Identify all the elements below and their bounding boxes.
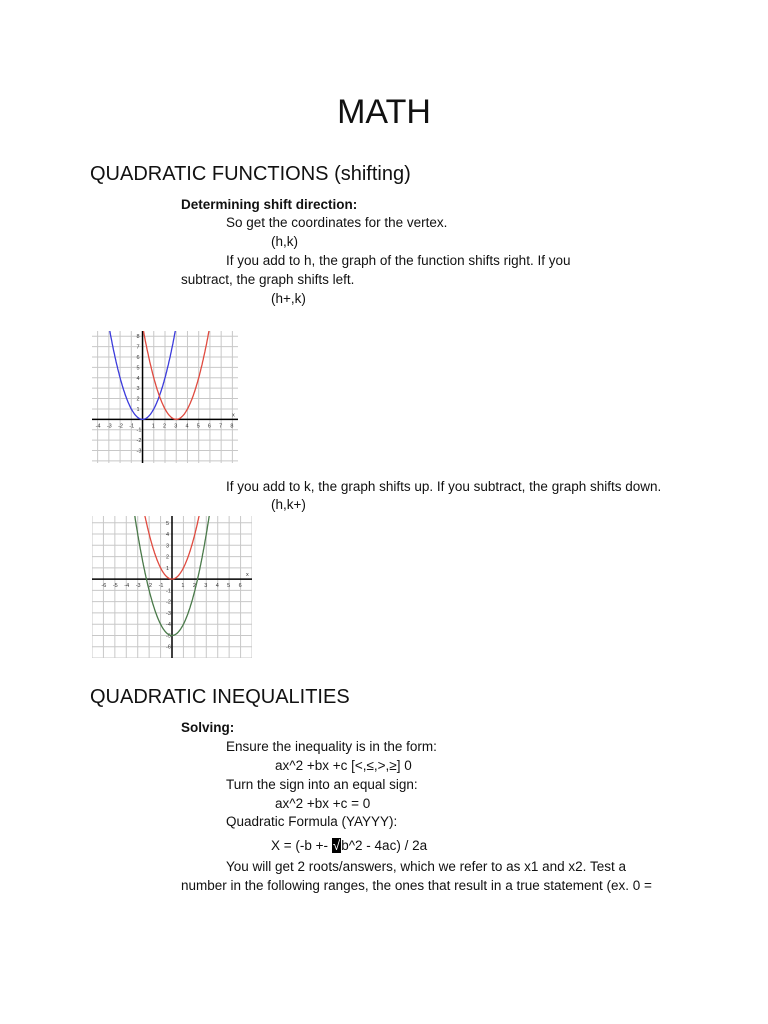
x-axis-label: x: [232, 412, 235, 419]
x-tick-label: -1: [129, 423, 135, 430]
quadratic-formula: [271, 836, 427, 855]
formula-part: b^2 - 4ac) / 2a: [341, 838, 428, 853]
x-tick-label: 1: [181, 583, 185, 590]
graph-vertical-shift: [92, 516, 252, 658]
y-tick-label: 5: [166, 520, 170, 527]
x-tick-label: -1: [158, 583, 164, 590]
subheading-solving: Solving:: [181, 720, 235, 735]
x-tick-label: 5: [196, 423, 200, 430]
y-tick-label: -1: [166, 588, 171, 595]
y-tick-label: 1: [136, 406, 140, 413]
y-tick-label: -3: [136, 448, 142, 455]
y-tick-label: 3: [136, 386, 140, 393]
y-tick-label: 2: [136, 396, 140, 403]
section-heading-quadratic-functions: QUADRATIC FUNCTIONS (shifting): [90, 163, 411, 185]
x-tick-label: 4: [215, 583, 219, 590]
x-tick-label: 1: [151, 423, 155, 430]
y-tick-label: 4: [166, 532, 170, 539]
text-line: number in the following ranges, the ones that result in a true statement (ex. 0 =: [181, 878, 652, 893]
text-line: Ensure the inequality is in the form:: [226, 739, 437, 754]
subheading-shift-direction: Determining shift direction:: [181, 197, 358, 212]
y-tick-label: 4: [136, 375, 140, 382]
x-tick-label: -2: [118, 423, 123, 430]
y-tick-label: -6: [166, 644, 171, 651]
formula-part: X = (-b +-: [271, 838, 332, 853]
y-tick-label: 7: [136, 344, 140, 351]
x-tick-label: 6: [207, 423, 211, 430]
y-tick-label: 8: [136, 334, 140, 341]
text-line: If you add to h, the graph of the function shifts right. If you: [226, 253, 571, 268]
graph-horizontal-shift: [92, 331, 238, 463]
y-tick-label: -5: [166, 633, 171, 640]
x-tick-label: 3: [204, 583, 208, 590]
y-tick-label: -1: [136, 427, 142, 434]
y-tick-label: -2: [166, 599, 171, 606]
text-line: (h+,k): [271, 291, 306, 306]
y-tick-label: 1: [166, 565, 170, 572]
x-tick-label: 2: [192, 583, 196, 590]
text-line: ax^2 +bx +c [<,≤,>,≥] 0: [275, 758, 412, 773]
x-tick-label: 8: [230, 423, 234, 430]
text-line: If you add to k, the graph shifts up. If you subtract, the graph shifts down.: [226, 479, 662, 494]
y-tick-label: 2: [166, 554, 170, 561]
y-tick-label: 6: [136, 354, 140, 361]
text-line: subtract, the graph shifts left.: [181, 272, 355, 287]
x-tick-label: -4: [124, 583, 130, 590]
y-tick-label: -4: [166, 622, 171, 629]
x-tick-label: 3: [174, 423, 178, 430]
x-axis-label: x: [246, 572, 249, 579]
x-tick-label: -3: [106, 423, 112, 430]
y-tick-label: 5: [136, 365, 140, 372]
x-tick-label: -5: [112, 583, 118, 590]
x-tick-label: -6: [101, 583, 107, 590]
text-line: Turn the sign into an equal sign:: [226, 777, 418, 792]
text-line: So get the coordinates for the vertex.: [226, 215, 448, 230]
text-line: Quadratic Formula (YAYYY):: [226, 814, 398, 829]
x-tick-label: -2: [147, 583, 153, 590]
text-line: ax^2 +bx +c = 0: [275, 796, 371, 811]
text-line: (h,k): [271, 234, 298, 249]
y-tick-label: -2: [136, 438, 142, 445]
x-tick-label: -4: [95, 423, 101, 430]
x-tick-label: 2: [163, 423, 167, 430]
section-heading-quadratic-inequalities: QUADRATIC INEQUALITIES: [90, 686, 350, 708]
y-tick-label: 3: [166, 543, 170, 550]
x-tick-label: 4: [185, 423, 189, 430]
x-tick-label: 6: [238, 583, 242, 590]
document-title: MATH: [337, 93, 431, 131]
x-tick-label: 7: [219, 423, 223, 430]
x-tick-label: 5: [227, 583, 231, 590]
formula-highlight: √: [332, 838, 341, 853]
text-line: You will get 2 roots/answers, which we refer to as x1 and x2. Test a: [226, 859, 626, 874]
y-tick-label: -3: [166, 610, 171, 617]
text-line: (h,k+): [271, 497, 306, 512]
x-tick-label: -3: [135, 583, 141, 590]
